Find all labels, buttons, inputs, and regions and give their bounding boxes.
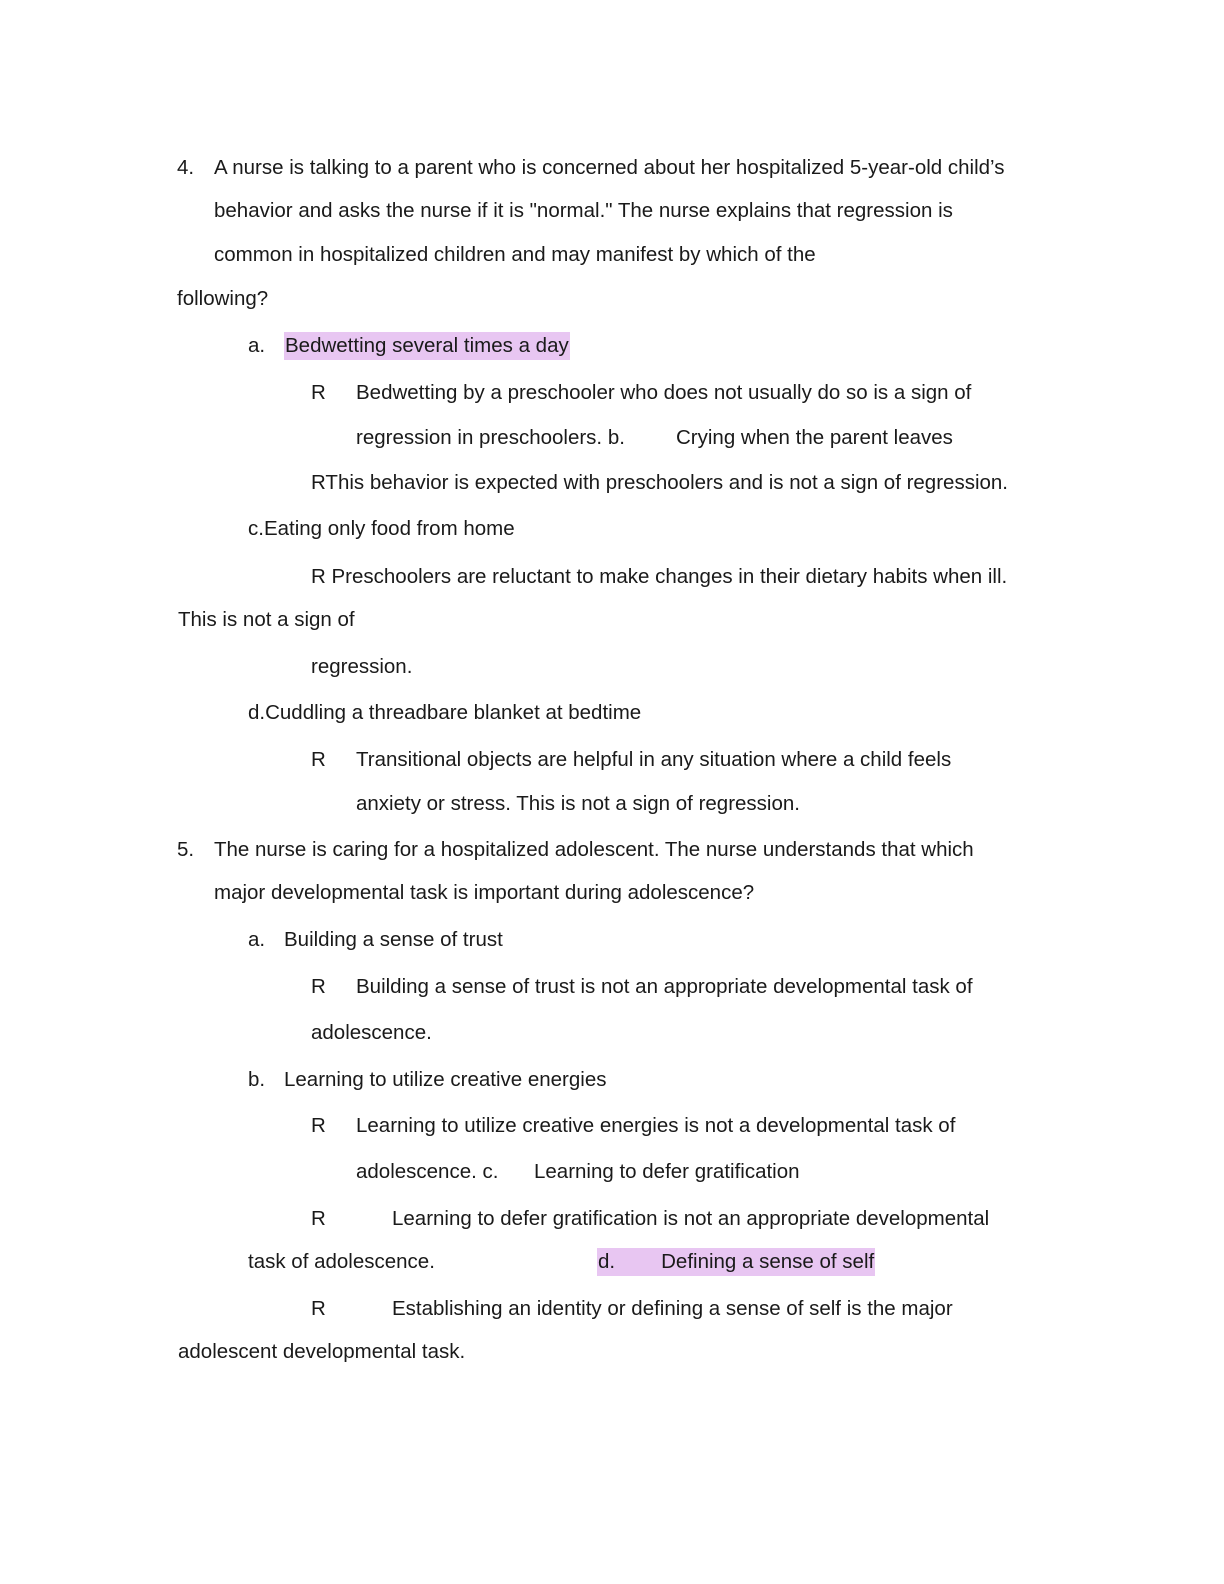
question-4-stem: behavior and asks the nurse if it is "normal." The nurse explains that regression is (214, 199, 953, 222)
rationale-marker: R (311, 1297, 326, 1320)
option-marker: d. (598, 1250, 616, 1273)
question-5-number: 5. (177, 838, 195, 861)
rationale-text: R Preschoolers are reluctant to make changes in their dietary habits when ill. (311, 565, 1008, 588)
rationale-marker: R (311, 1207, 326, 1230)
option-a-text: Building a sense of trust (284, 928, 503, 951)
rationale-text: Learning to utilize creative energies is not a developmental task of (356, 1114, 956, 1137)
rationale-text: Bedwetting by a preschooler who does not usually do so is a sign of (356, 381, 972, 404)
rationale-text: adolescence. c. (356, 1160, 499, 1183)
option-d-text: Defining a sense of self (661, 1250, 875, 1273)
option-c-text: Learning to defer gratification (534, 1160, 800, 1183)
rationale-text: This is not a sign of (178, 608, 355, 631)
option-a-highlighted-answer: Bedwetting several times a day (284, 332, 570, 360)
question-4-stem: following? (177, 287, 269, 310)
rationale-text: adolescence. (311, 1021, 432, 1044)
rationale-text: RThis behavior is expected with preschoolers and is not a sign of regression. (311, 471, 1008, 494)
rationale-text: task of adolescence. (248, 1250, 435, 1273)
option-marker: a. (248, 334, 266, 357)
question-4-number: 4. (177, 156, 195, 179)
option-b-text: Learning to utilize creative energies (284, 1068, 607, 1091)
rationale-text: Transitional objects are helpful in any situation where a child feels (356, 748, 952, 771)
question-5-stem: major developmental task is important during adolescence? (214, 881, 755, 904)
option-b-text: Crying when the parent leaves (676, 426, 953, 449)
question-4-stem: common in hospitalized children and may manifest by which of the (214, 243, 816, 266)
option-d-text: d.Cuddling a threadbare blanket at bedtime (248, 701, 642, 724)
rationale-text: anxiety or stress. This is not a sign of regression. (356, 792, 800, 815)
rationale-text: Establishing an identity or defining a sense of self is the major (392, 1297, 953, 1320)
option-d-highlighted-answer (597, 1248, 875, 1276)
option-marker: a. (248, 928, 266, 951)
question-4-stem: A nurse is talking to a parent who is concerned about her hospitalized 5-year-old child’s (214, 156, 1005, 179)
option-marker: b. (248, 1068, 266, 1091)
rationale-marker: R (311, 748, 326, 771)
rationale-text: adolescent developmental task. (178, 1340, 466, 1363)
rationale-text: Learning to defer gratification is not an appropriate developmental (392, 1207, 990, 1230)
rationale-text: regression in preschoolers. b. (356, 426, 625, 449)
question-5-stem: The nurse is caring for a hospitalized adolescent. The nurse understands that which (214, 838, 974, 861)
rationale-text: regression. (311, 655, 413, 678)
rationale-marker: R (311, 1114, 326, 1137)
rationale-text: Building a sense of trust is not an appropriate developmental task of (356, 975, 973, 998)
rationale-marker: R (311, 381, 326, 404)
option-c-text: c.Eating only food from home (248, 517, 515, 540)
rationale-marker: R (311, 975, 326, 998)
